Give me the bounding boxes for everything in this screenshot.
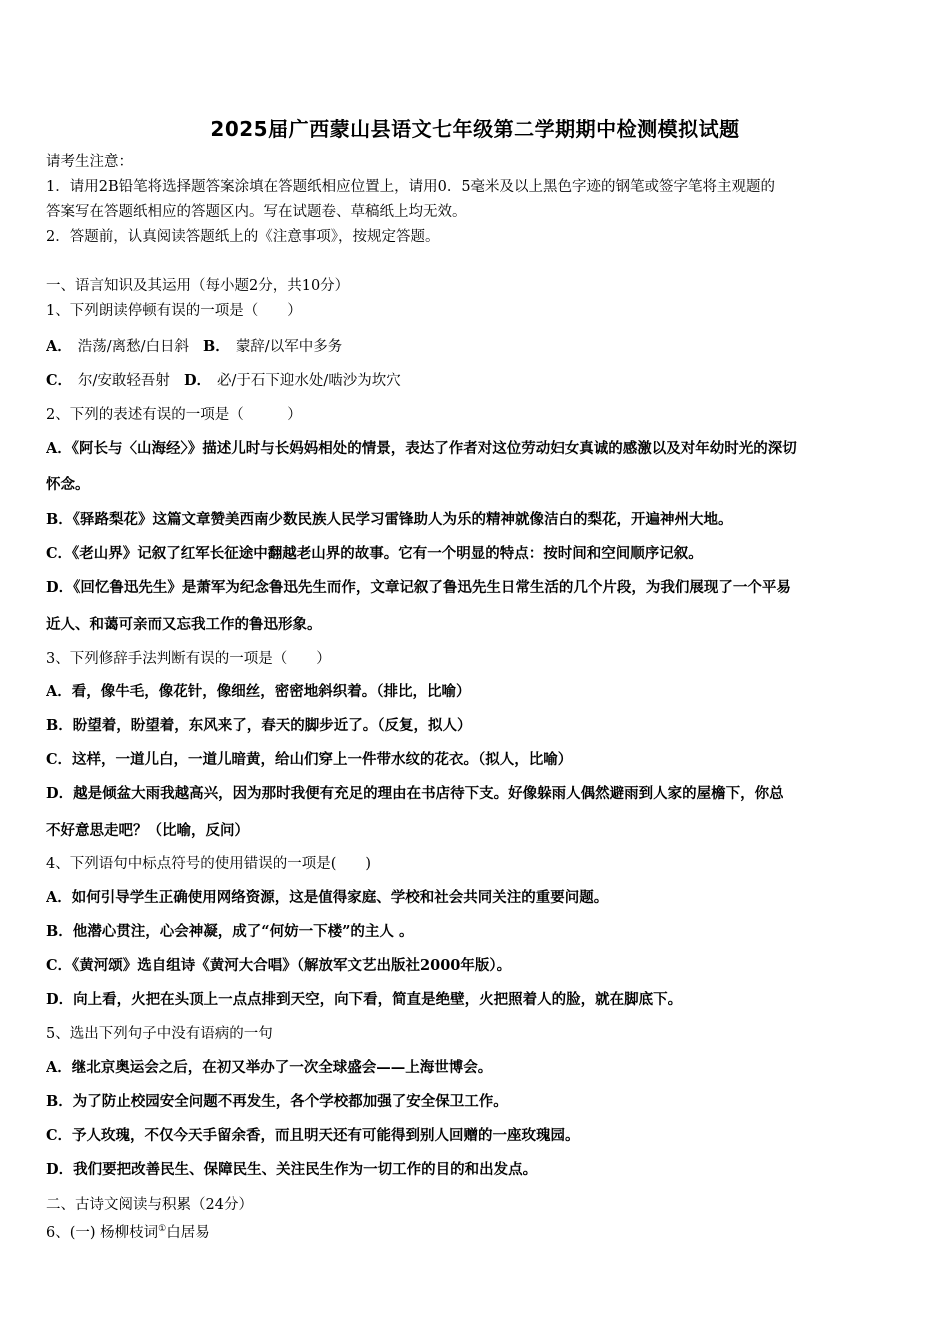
q1-options-ab (46, 338, 916, 356)
q6-stem (46, 1220, 916, 1242)
q1-stem: 1、下列朗读停顿有误的一项是（ ） (46, 303, 302, 319)
q4-option-d: D．向上看，火把在头顶上一点点排到天空，向下看，简直是绝壁，火把照着人的脸，就在脚底下。 (46, 991, 683, 1008)
q3-stem: 3、下列修辞手法判断有误的一项是（ ） (46, 651, 331, 667)
q5-stem: 5、选出下列句子中没有语病的一句 (46, 1026, 273, 1042)
q1-options-cd (46, 372, 916, 390)
q1-option-c: 尔/安敢轻吾射 (78, 373, 170, 389)
q1-option-a-letter: A． (46, 338, 72, 355)
q5-option-b: B．为了防止校园安全问题不再发生，各个学校都加强了安全保卫工作。 (46, 1093, 508, 1110)
q1-option-c-letter: C． (46, 372, 73, 389)
notice-line-2: 答案写在答题纸相应的答题区内。写在试题卷、草稿纸上均无效。 (46, 204, 467, 220)
q1-option-d-letter: D． (183, 372, 212, 389)
q1-option-b-letter: B． (203, 338, 230, 355)
q3-option-b: B．盼望着，盼望着，东风来了，春天的脚步近了。（反复，拟人） (46, 717, 472, 734)
section2-heading: 二、古诗文阅读与积累（24分） (46, 1197, 253, 1213)
notice-heading: 请考生注意： (46, 154, 133, 170)
q1-option-d: 必/于石下迎水处/啮沙为坎穴 (217, 373, 401, 389)
q5-option-a: A．继北京奥运会之后，在初又举办了一次全球盛会——上海世博会。 (46, 1059, 493, 1076)
q3-option-a: A．看，像牛毛，像花针，像细丝，密密地斜织着。（排比，比喻） (46, 683, 471, 700)
q3-option-c: C．这样，一道儿白，一道儿暗黄，给山们穿上一件带水纹的花衣。（拟人，比喻） (46, 751, 573, 768)
section1-heading: 一、语言知识及其运用（每小题2分，共10分） (46, 278, 350, 294)
q6-stem-prefix: 6、(一) 杨柳枝词 (46, 1224, 159, 1241)
q1-option-a: 浩荡/离愁/白日斜 (77, 339, 190, 355)
q4-option-b: B．他潜心贯注，心会神凝，成了“何妨一下楼”的主人 。 (46, 923, 414, 940)
q5-option-d: D．我们要把改善民生、保障民生、关注民生作为一切工作的目的和出发点。 (46, 1161, 538, 1178)
q2-option-a-line1: A．《阿长与〈山海经〉》描述儿时与长妈妈相处的情景，表达了作者对这位劳动妇女真诚的感激以及对年幼时光的深切 (46, 440, 797, 457)
q3-option-d-line1: D．越是倾盆大雨我越高兴，因为那时我便有充足的理由在书店待下支。好像躲雨人偶然避雨到人家的屋檐下，你总 (46, 785, 784, 802)
q4-option-c: C．《黄河颂》选自组诗《黄河大合唱》（解放军文艺出版社2000年版）。 (46, 957, 512, 974)
q1-option-b: 蒙辞/以军中多务 (235, 339, 343, 355)
q6-stem-author: 白居易 (166, 1224, 210, 1241)
q2-option-b: B．《驿路梨花》这篇文章赞美西南少数民族人民学习雷锋助人为乐的精神就像洁白的梨花，开遍神州大地。 (46, 511, 733, 528)
notice-line-1: 1．请用2B铅笔将选择题答案涂填在答题纸相应位置上，请用0．5毫米及以上黑色字迹的钢笔或签字笔将主观题的 (46, 179, 776, 195)
q2-stem: 2、下列的表述有误的一项是（ ） (46, 407, 302, 423)
q2-option-d-line1: D．《回忆鲁迅先生》是萧军为纪念鲁迅先生而作，文章记叙了鲁迅先生日常生活的几个片段，为我们展现了一个平易 (46, 579, 791, 596)
notice-line-3: 2．答题前，认真阅读答题纸上的《注意事项》，按规定答题。 (46, 229, 440, 245)
q5-option-c: C．予人玫瑰，不仅今天手留余香，而且明天还有可能得到别人回赠的一座玫瑰园。 (46, 1127, 580, 1144)
page-title: 2025届广西蒙山县语文七年级第二学期期中检测模拟试题 (210, 117, 740, 141)
q4-stem: 4、下列语句中标点符号的使用错误的一项是( ) (46, 856, 372, 872)
q2-option-c: C．《老山界》记叙了红军长征途中翻越老山界的故事。它有一个明显的特点：按时间和空间顺序记叙。 (46, 545, 703, 562)
q2-option-a-line2: 怀念。 (46, 476, 90, 493)
q6-footnote-mark: ① (158, 1224, 167, 1234)
q2-option-d-line2: 近人、和蔼可亲而又忘我工作的鲁迅形象。 (46, 616, 322, 633)
q4-option-a: A．如何引导学生正确使用网络资源，这是值得家庭、学校和社会共同关注的重要问题。 (46, 889, 609, 906)
q3-option-d-line2: 不好意思走吧？（比喻，反问） (46, 822, 249, 839)
